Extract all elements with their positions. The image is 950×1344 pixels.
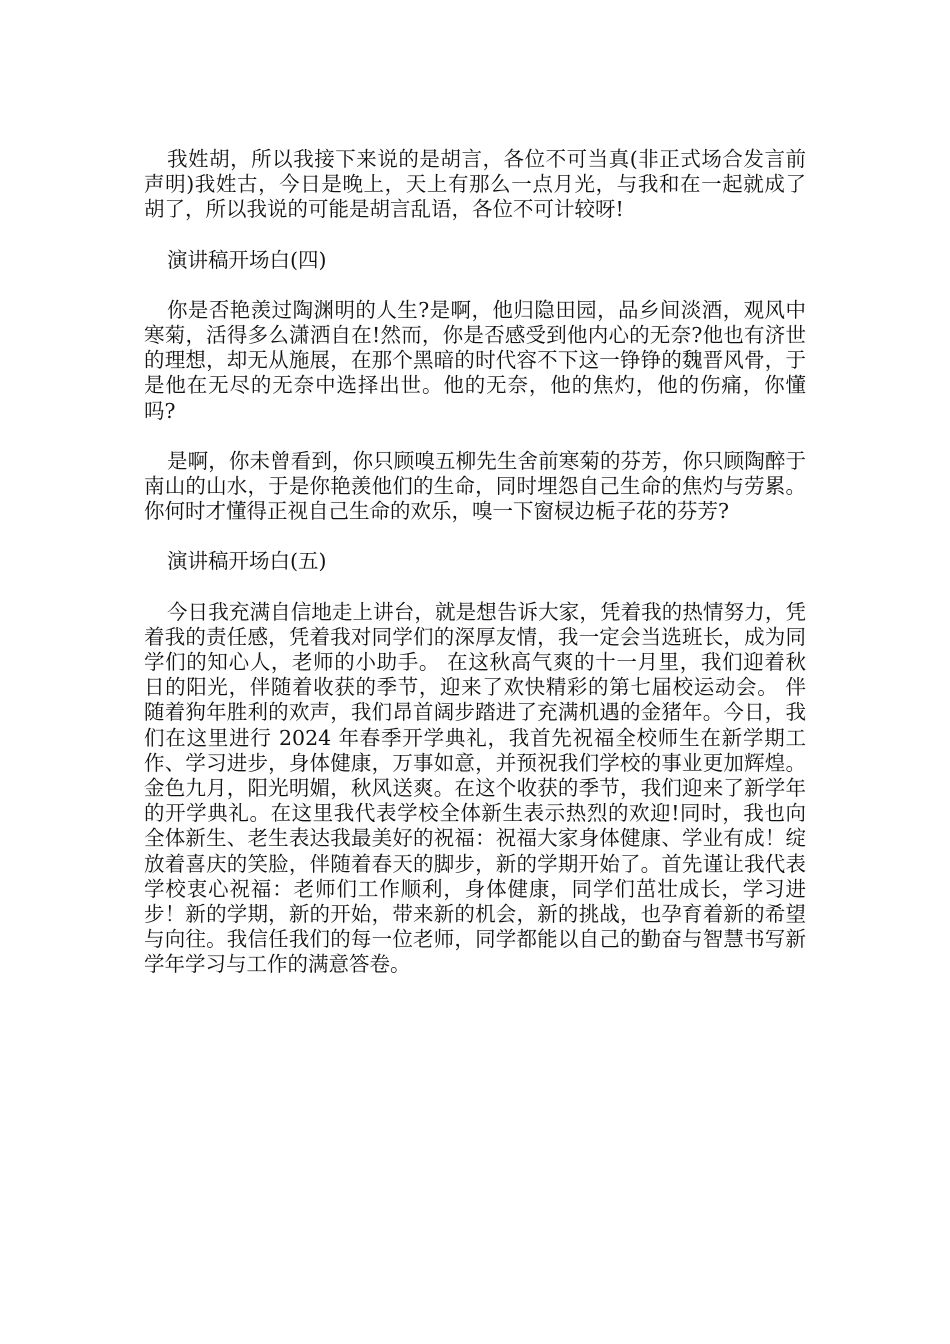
paragraph-intro: 我姓胡，所以我接下来说的是胡言，各位不可当真(非正式场合发言前声明)我姓古，今日是晚上，天上有那么一点月光，与我和在一起就成了胡了，所以我说的可能是胡言乱语，各位不可计较呀! — [144, 147, 806, 222]
paragraph-wuliu: 是啊，你未曾看到，你只顾嗅五柳先生舍前寒菊的芬芳，你只顾陶醉于南山的山水，于是你艳羡他们的生命，同时埋怨自己生命的焦灼与劳累。你何时才懂得正视自己生命的欢乐，嗅一下窗棂边栀子花的芬芳? — [144, 448, 806, 524]
document-page — [144, 147, 806, 1003]
paragraph-speech: 今日我充满自信地走上讲台，就是想告诉大家，凭着我的热情努力，凭着我的责任感，凭着我对同学们的深厚友情，我一定会当选班长，成为同学们的知心人，老师的小助手。 在这秋高气爽的十一月里，我们迎着秋日的阳光，伴随着收获的季节，迎来了欢快精彩的第七届校运动会。 伴随着狗年胜利的欢声，我们昂首阔步踏进了充满机遇的金猪年。今日，我们在这里进行 2024 年春季开学典礼，我首先祝福全校师生在新学期工作、学习进步，身体健康，万事如意，并预祝我们学校的事业更加辉煌。 金色九月，阳光明媚，秋风送爽。在这个收获的季节，我们迎来了新学年的开学典礼。在这里我代表学校全体新生表示热烈的欢迎!同时，我也向全体新生、老生表达我最美好的祝福：祝福大家身体健康、学业有成！绽放着喜庆的笑脸，伴随着春天的脚步，新的学期开始了。首先谨让我代表学校衷心祝福：老师们工作顺利，身体健康，同学们茁壮成长，学习进步！新的学期，新的开始，带来新的机会，新的挑战，也孕育着新的希望与向往。我信任我们的每一位老师，同学都能以自己的勤奋与智慧书写新学年学习与工作的满意答卷。 — [144, 599, 806, 977]
section-heading-5: 演讲稿开场白(五) — [167, 549, 327, 574]
paragraph-tao-yuanming: 你是否艳羡过陶渊明的人生?是啊，他归隐田园，品乡间淡酒，观风中寒菊，活得多么潇洒自在!然而，你是否感受到他内心的无奈?他也有济世的理想，却无从施展，在那个黑暗的时代容不下这一铮铮的魏晋风骨，于是他在无尽的无奈中选择出世。他的无奈，他的焦灼，他的伤痛，你懂吗? — [144, 297, 806, 423]
section-heading-4: 演讲稿开场白(四) — [167, 247, 327, 272]
